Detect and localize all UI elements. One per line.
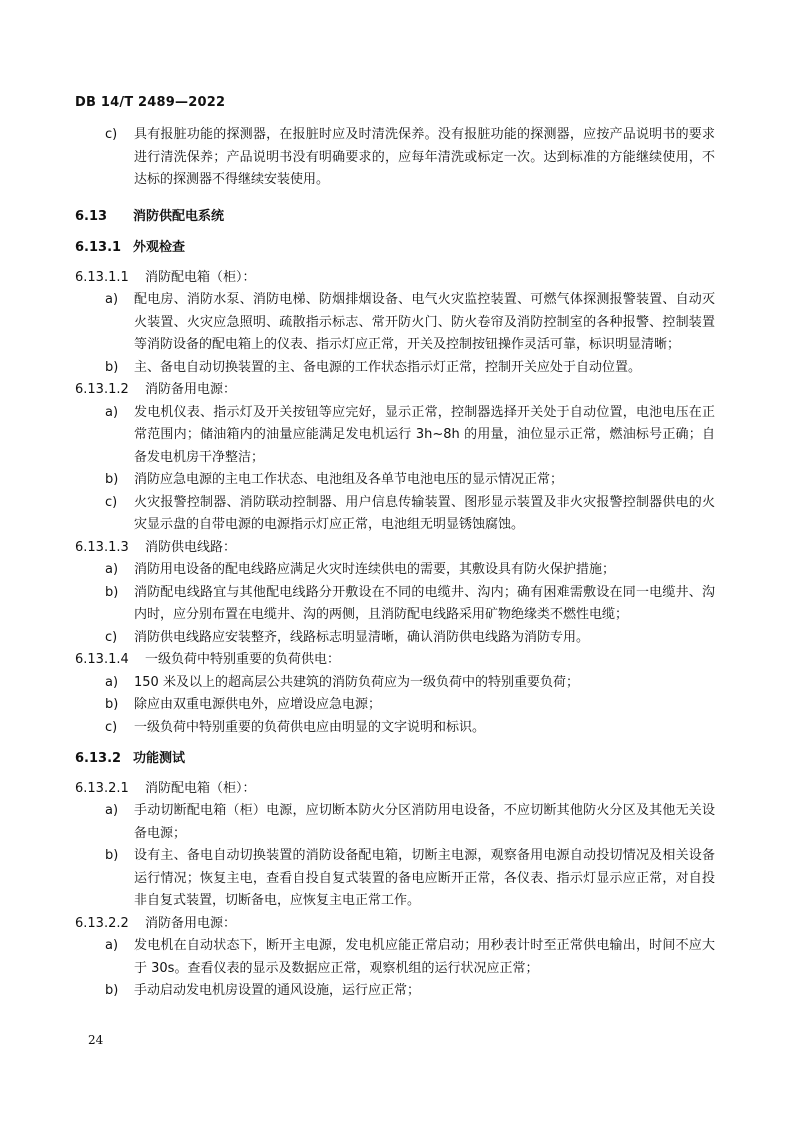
item-text: 手动启动发电机房设置的通风设施，运行应正常； [134,983,421,998]
clause-number: 6.13.2.1 [75,780,129,796]
item-text: 一级负荷中特别重要的负荷供电应由明显的文字说明和标识。 [134,719,486,735]
clause-title: 消防备用电源： [145,382,237,397]
item-text: 主、备电自动切换装置的主、备电源的工作状态指示灯正常，控制开关应处于自动位置。 [134,359,642,375]
list-item [105,800,715,845]
subsection-title: 功能测试 [133,751,186,766]
item-label: c) [105,494,118,510]
item-label: a) [105,562,119,577]
item-text: 消防应急电源的主电工作状态、电池组及各单节电池电压的显示情况正常； [134,472,564,487]
list-item [105,935,715,980]
item-label: a) [105,292,119,307]
page-number: 24 [88,1033,104,1047]
item-text: 消防用电设备的配电线路应满足火灾时连续供电的需要，其敷设具有防火保护措施； [134,562,616,577]
clause-heading [75,379,715,402]
item-text: 发电机在自动状态下，断开主电源，发电机应能正常启动；用秒表计时至正常供电输出，时间不应大于 30s。查看仪表的显示及数据应正常，观察机组的运行状况应正常； [134,938,715,976]
item-text: 手动切断配电箱（柜）电源，应切断本防火分区消防用电设备，不应切断其他防火分区及其他无关设备电源； [134,803,715,841]
clause-heading [75,778,715,801]
item-text: 除应由双重电源供电外，应增设应急电源； [134,697,382,712]
item-text: 具有报脏功能的探测器，在报脏时应及时清洗保养。没有报脏功能的探测器，应按产品说明书的要求进行清洗保养；产品说明书没有明确要求的，应每年清洗或标定一次。达到标准的方能继续使用，不达标的探测器不得继续安装使用。 [134,127,715,187]
list-item [105,492,715,537]
item-label: b) [105,472,119,487]
clause-number: 6.13.2.2 [75,915,129,931]
list-item [105,717,715,740]
item-text: 消防供电线路应安装整齐，线路标志明显清晰，确认消防供电线路为消防专用。 [134,629,590,645]
item-label: b) [105,697,119,712]
section-number: 6.13 [75,208,108,224]
list-item [105,582,715,627]
item-label: b) [105,359,119,375]
subsection-heading [75,237,715,260]
clause-title: 消防供电线路： [145,539,237,555]
item-text: 150 米及以上的超高层公共建筑的消防负荷应为一级负荷中的特别重要负荷； [134,674,579,690]
item-label: b) [105,584,119,600]
section-title: 消防供配电系统 [133,208,225,224]
clause-number: 6.13.1.1 [75,269,129,285]
list-item [105,694,715,717]
list-item [105,469,715,492]
list-item [105,845,715,913]
section-heading [75,206,715,229]
item-label: c) [105,719,118,735]
item-label: a) [105,674,119,690]
clause-heading [75,913,715,936]
item-label: a) [105,938,119,953]
list-item [105,672,715,695]
item-text: 配电房、消防水泵、消防电梯、防烟排烟设备、电气火灾监控装置、可燃气体探测报警装置、自动灭火装置、火灾应急照明、疏散指示标志、常开防火门、防火卷帘及消防控制室的各种报警、控制装置等消防设备的配电箱上的仪表、指示灯应正常，开关及控制按钮操作灵活可靠，标识明显清晰； [134,292,715,352]
clause-title: 消防配电箱（柜）： [145,269,256,285]
clause-title: 消防备用电源： [145,915,237,931]
list-item [105,357,715,380]
clause-heading [75,537,715,560]
list-item [105,559,715,582]
item-label: b) [105,983,119,998]
clause-heading [75,649,715,672]
item-text: 设有主、备电自动切换装置的消防设备配电箱，切断主电源，观察备用电源自动投切情况及相关设备运行情况；恢复主电，查看自投自复式装置的备电应断开正常，各仪表、指示灯显示应正常，对自投非自复式装置，切断备电，应恢复主电正常工作。 [134,848,715,908]
item-text: 发电机仪表、指示灯及开关按钮等应完好，显示正常，控制器选择开关处于自动位置，电池电压在正常范围内；储油箱内的油量应能满足发电机运行 3h~8h 的用量，油位显示正常，燃油标号正确；自备发电机房干净整洁； [134,404,715,465]
subsection-number: 6.13.2 [75,751,122,766]
subsection-title: 外观检查 [133,240,186,255]
document-code: DB 14/T 2489—2022 [75,95,226,110]
list-item [105,980,715,1003]
list-item [105,124,715,192]
subsection-number: 6.13.1 [75,240,122,255]
clause-number: 6.13.1.3 [75,539,129,555]
clause-title: 消防配电箱（柜）： [145,780,256,796]
item-label: c) [105,127,118,142]
clause-number: 6.13.1.2 [75,382,129,397]
clause-heading [75,267,715,290]
subsection-heading [75,748,715,771]
item-label: a) [105,803,119,818]
item-text: 消防配电线路宜与其他配电线路分开敷设在不同的电缆井、沟内；确有困难需敷设在同一电缆井、沟内时，应分别布置在电缆井、沟的两侧，且消防配电线路采用矿物绝缘类不燃性电缆； [134,584,715,622]
list-item [105,627,715,650]
page-content [75,124,715,1003]
clause-title: 一级负荷中特别重要的负荷供电： [145,652,341,667]
item-label: b) [105,848,119,863]
list-item [105,402,715,470]
item-label: a) [105,404,119,420]
list-item [105,289,715,357]
item-label: c) [105,629,118,645]
item-text: 火灾报警控制器、消防联动控制器、用户信息传输装置、图形显示装置及非火灾报警控制器供电的火灾显示盘的自带电源的电源指示灯应正常，电池组无明显锈蚀腐蚀。 [134,494,715,532]
clause-number: 6.13.1.4 [75,652,129,667]
